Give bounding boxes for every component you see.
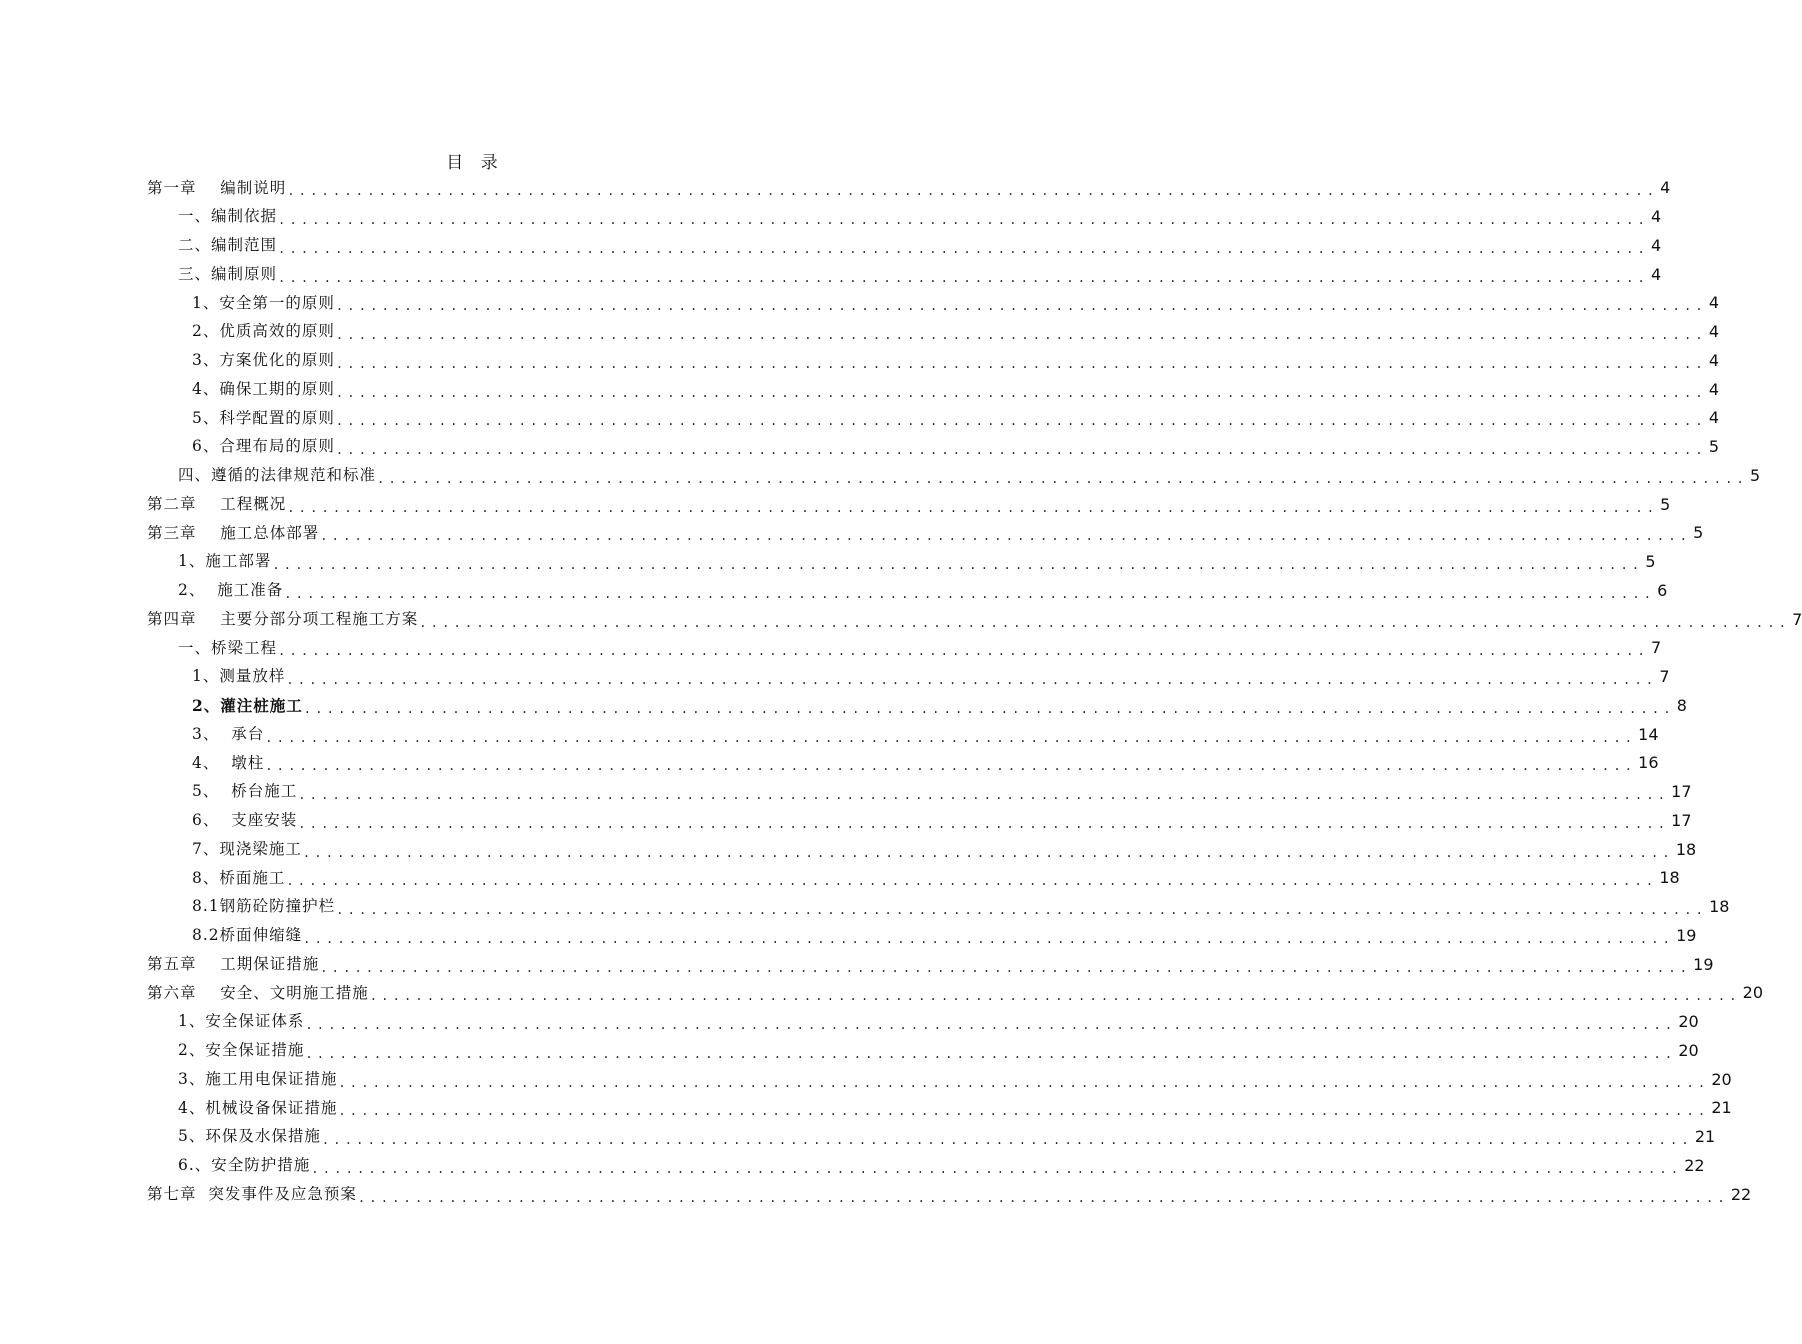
- toc-entry-label: 第六章 安全、文明施工措施: [147, 983, 369, 1002]
- toc-entry-label: 第三章 施工总体部署: [147, 523, 320, 542]
- toc-entry-page: 21: [1694, 1127, 1716, 1147]
- toc-entry-label: 第五章 工期保证措施: [147, 954, 320, 973]
- toc-entry[interactable]: [147, 1037, 1699, 1066]
- toc-entry-page: 5: [1645, 552, 1656, 572]
- toc-entry-page: 20: [1711, 1069, 1732, 1089]
- toc-entry-page: 19: [1676, 925, 1697, 945]
- dot-leader: ........................................................................................................................: [278, 213, 1649, 228]
- toc-entry[interactable]: [147, 318, 1720, 347]
- toc-entry-page: 4: [1650, 207, 1662, 227]
- toc-entry-page: 17: [1671, 810, 1692, 830]
- dot-leader: ........................................................................................................................: [335, 443, 1707, 458]
- table-of-contents: [147, 174, 1802, 1209]
- dot-leader: ........................................................................................................................: [419, 615, 1791, 630]
- toc-entry-label: 4、确保工期的原则: [192, 379, 335, 398]
- toc-entry[interactable]: [147, 490, 1671, 519]
- dot-leader: ........................................................................................................................: [286, 673, 1658, 688]
- toc-entry-label: 2、 施工准备: [178, 581, 284, 600]
- toc-entry-label: 3、 承台: [192, 724, 265, 743]
- toc-entry-page: 4: [1708, 408, 1720, 428]
- toc-entry-label: 5、环保及水保措施: [178, 1127, 321, 1146]
- toc-entry-label: 8、桥面施工: [192, 868, 286, 887]
- toc-entry-page: 5: [1693, 523, 1704, 543]
- toc-entry-label: 2、安全保证措施: [178, 1041, 305, 1060]
- toc-entry-label: 第四章 主要分部分项工程施工方案: [147, 609, 419, 628]
- toc-entry-label: 2、优质高效的原则: [192, 322, 335, 341]
- toc-entry-label: 4、机械设备保证措施: [178, 1098, 338, 1117]
- dot-leader: ........................................................................................................................: [311, 1161, 1683, 1176]
- toc-entry[interactable]: [147, 519, 1704, 548]
- toc-entry[interactable]: [147, 375, 1720, 404]
- dot-leader: ........................................................................................................................: [287, 184, 1659, 199]
- toc-entry-label: 5、 桥台施工: [192, 782, 298, 801]
- toc-entry[interactable]: [147, 864, 1680, 893]
- toc-entry[interactable]: [147, 260, 1662, 289]
- toc-entry-page: 5: [1708, 437, 1720, 457]
- toc-entry[interactable]: [147, 922, 1697, 951]
- toc-entry[interactable]: [147, 1180, 1752, 1209]
- toc-entry-page: 20: [1742, 983, 1764, 1003]
- dot-leader: ........................................................................................................................: [265, 730, 1637, 745]
- dot-leader: ........................................................................................................................: [278, 241, 1649, 256]
- toc-entry-page: 4: [1650, 235, 1662, 255]
- toc-entry[interactable]: [147, 404, 1720, 433]
- dot-leader: ........................................................................................................................: [303, 701, 1675, 716]
- toc-entry[interactable]: [147, 1065, 1732, 1094]
- toc-entry-page: 20: [1678, 1012, 1699, 1032]
- dot-leader: ........................................................................................................................: [272, 558, 1644, 573]
- toc-entry[interactable]: [147, 1008, 1699, 1037]
- toc-entry-page: 21: [1711, 1098, 1732, 1118]
- toc-entry-page: 4: [1708, 350, 1720, 370]
- toc-entry-label: 7、现浇梁施工: [192, 839, 302, 858]
- dot-leader: ........................................................................................................................: [335, 356, 1707, 371]
- toc-entry[interactable]: [147, 835, 1697, 864]
- dot-leader: ........................................................................................................................: [335, 299, 1707, 314]
- toc-entry-label: 8.2桥面伸缩缝: [192, 926, 303, 945]
- dot-leader: ........................................................................................................................: [320, 960, 1692, 975]
- toc-entry-label: 第二章 工程概况: [147, 494, 287, 513]
- toc-entry[interactable]: [147, 720, 1659, 749]
- toc-entry-page: 6: [1657, 580, 1668, 600]
- toc-entry[interactable]: [147, 577, 1668, 606]
- dot-leader: ........................................................................................................................: [377, 471, 1748, 486]
- toc-entry[interactable]: [147, 634, 1662, 663]
- dot-leader: ........................................................................................................................: [336, 903, 1708, 918]
- toc-entry-label: 第七章 突发事件及应急预案: [147, 1184, 357, 1203]
- dot-leader: ........................................................................................................................: [338, 1104, 1710, 1119]
- toc-entry[interactable]: [147, 289, 1720, 318]
- toc-entry-label: 5、科学配置的原则: [192, 408, 335, 427]
- toc-entry[interactable]: [147, 663, 1670, 692]
- toc-entry-label: 三、编制原则: [178, 264, 278, 283]
- toc-entry-page: 4: [1708, 293, 1720, 313]
- toc-entry-page: 4: [1708, 379, 1720, 399]
- toc-entry[interactable]: [147, 749, 1659, 778]
- toc-entry[interactable]: [147, 174, 1671, 203]
- dot-leader: ........................................................................................................................: [321, 1133, 1693, 1148]
- dot-leader: ........................................................................................................................: [369, 989, 1741, 1004]
- dot-leader: ........................................................................................................................: [298, 816, 1670, 831]
- toc-entry-label: 一、编制依据: [178, 207, 278, 226]
- toc-entry-label: 一、桥梁工程: [178, 638, 278, 657]
- toc-entry[interactable]: [147, 232, 1662, 261]
- dot-leader: ........................................................................................................................: [287, 500, 1659, 515]
- toc-entry[interactable]: [147, 979, 1764, 1008]
- toc-entry-label: 第一章 编制说明: [147, 178, 287, 197]
- toc-entry[interactable]: [147, 548, 1656, 577]
- dot-leader: ........................................................................................................................: [335, 328, 1707, 343]
- dot-leader: ........................................................................................................................: [278, 644, 1649, 659]
- toc-entry-label: 3、施工用电保证措施: [178, 1069, 338, 1088]
- toc-entry-page: 8: [1676, 695, 1687, 715]
- dot-leader: ........................................................................................................................: [335, 385, 1707, 400]
- toc-entry-label: 8.1钢筋砼防撞护栏: [192, 897, 336, 916]
- dot-leader: ........................................................................................................................: [286, 874, 1658, 889]
- toc-entry-page: 22: [1730, 1184, 1752, 1204]
- toc-entry[interactable]: [147, 433, 1720, 462]
- toc-entry-page: 18: [1659, 868, 1680, 888]
- toc-entry-page: 19: [1693, 954, 1714, 974]
- toc-entry[interactable]: [147, 692, 1687, 721]
- toc-entry-page: 18: [1709, 897, 1730, 917]
- toc-entry-label: 2、灌注桩施工: [192, 696, 303, 716]
- dot-leader: ........................................................................................................................: [298, 788, 1670, 803]
- dot-leader: ........................................................................................................................: [302, 845, 1674, 860]
- dot-leader: ........................................................................................................................: [338, 1075, 1710, 1090]
- toc-entry[interactable]: [147, 950, 1714, 979]
- dot-leader: ........................................................................................................................: [265, 759, 1637, 774]
- toc-entry[interactable]: [147, 1094, 1732, 1123]
- toc-title: 目 录: [446, 153, 504, 173]
- toc-entry-page: 22: [1684, 1155, 1705, 1175]
- toc-entry[interactable]: [147, 778, 1692, 807]
- toc-entry-label: 6、合理布局的原则: [192, 437, 335, 456]
- toc-entry-label: 四、遵循的法律规范和标准: [178, 466, 377, 485]
- dot-leader: ........................................................................................................................: [284, 586, 1656, 601]
- toc-entry-label: 1、安全保证体系: [178, 1012, 305, 1031]
- toc-entry-label: 3、方案优化的原则: [192, 351, 335, 370]
- toc-entry-page: 7: [1659, 667, 1670, 687]
- toc-entry-page: 4: [1708, 322, 1720, 342]
- dot-leader: ........................................................................................................................: [303, 931, 1675, 946]
- toc-entry[interactable]: [147, 605, 1802, 634]
- dot-leader: ........................................................................................................................: [305, 1018, 1677, 1033]
- toc-entry-label: 6.、安全防护措施: [178, 1156, 311, 1175]
- dot-leader: ........................................................................................................................: [357, 1190, 1729, 1205]
- toc-entry[interactable]: [147, 203, 1662, 232]
- toc-entry[interactable]: [147, 807, 1692, 836]
- toc-entry-page: 5: [1749, 465, 1761, 485]
- toc-entry[interactable]: [147, 1123, 1716, 1152]
- dot-leader: ........................................................................................................................: [278, 270, 1649, 285]
- toc-entry-page: 7: [1792, 609, 1802, 629]
- toc-entry-page: 16: [1638, 753, 1659, 773]
- dot-leader: ........................................................................................................................: [305, 1046, 1677, 1061]
- toc-entry-page: 4: [1650, 264, 1662, 284]
- toc-entry-label: 4、 墩柱: [192, 753, 265, 772]
- dot-leader: ........................................................................................................................: [335, 414, 1707, 429]
- toc-entry-label: 6、 支座安装: [192, 811, 298, 830]
- toc-entry-page: 7: [1650, 638, 1662, 658]
- toc-entry[interactable]: [147, 462, 1761, 491]
- toc-entry-page: 14: [1638, 724, 1659, 744]
- toc-entry-page: 20: [1678, 1040, 1699, 1060]
- toc-entry-label: 1、施工部署: [178, 552, 272, 571]
- toc-entry-page: 5: [1660, 494, 1671, 514]
- toc-entry[interactable]: [147, 1152, 1705, 1181]
- toc-entry-label: 1、安全第一的原则: [192, 293, 335, 312]
- toc-entry-label: 1、测量放样: [192, 667, 286, 686]
- dot-leader: ........................................................................................................................: [320, 529, 1692, 544]
- toc-entry-label: 二、编制范围: [178, 236, 278, 255]
- toc-entry-page: 17: [1671, 782, 1692, 802]
- toc-entry-page: 4: [1660, 178, 1671, 198]
- toc-entry-page: 18: [1675, 839, 1697, 859]
- toc-entry[interactable]: [147, 893, 1730, 922]
- toc-entry[interactable]: [147, 347, 1720, 376]
